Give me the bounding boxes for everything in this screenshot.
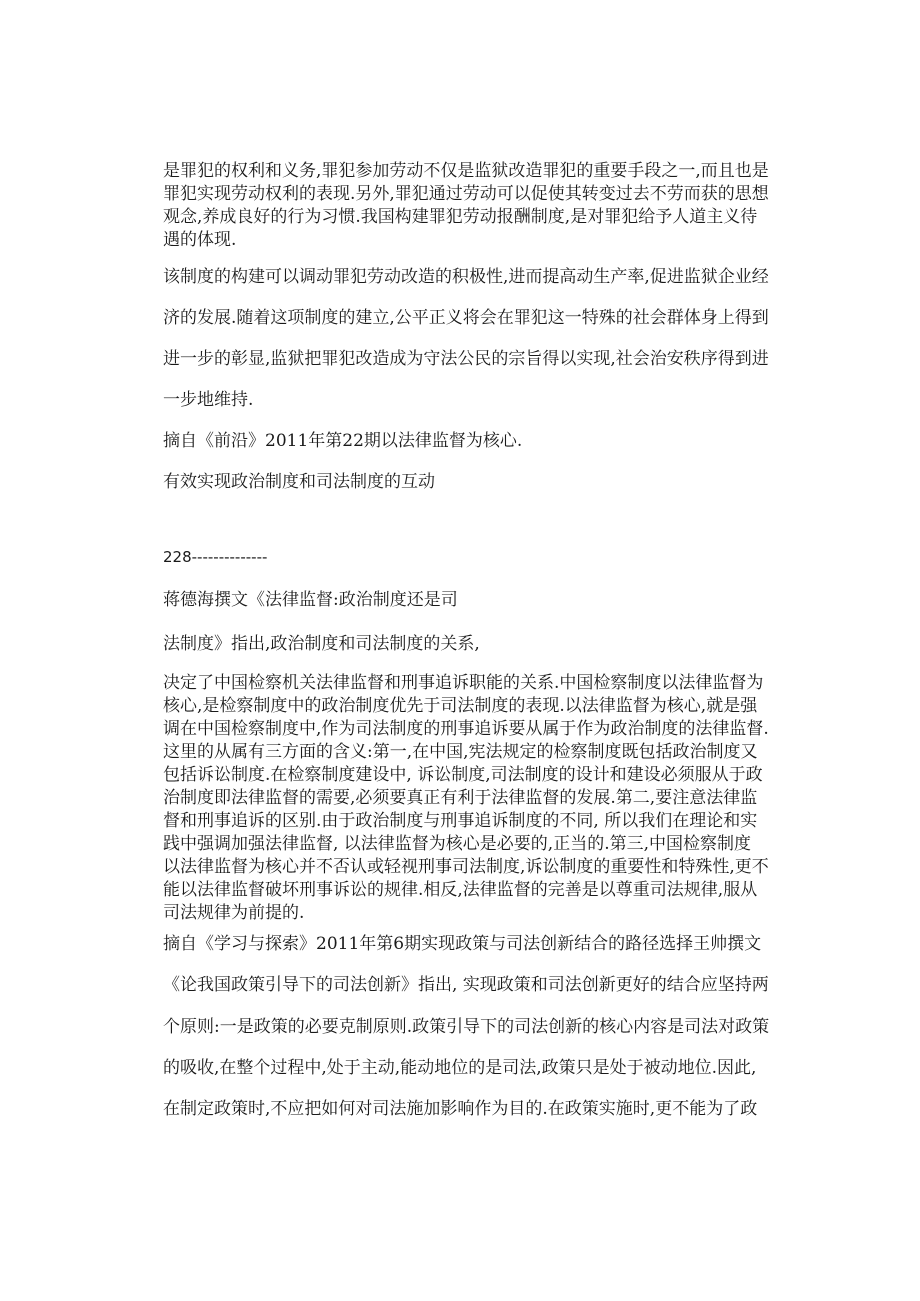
- page-marker: 228--------------: [163, 548, 268, 566]
- text-line: 督和刑事追诉的区别.由于政治制度与刑事追诉制度的不同, 所以我们在理论和实: [163, 811, 758, 831]
- text-line: 治制度即法律监督的需要,必须要真正有利于法律监督的发展.第二,要注意法律监: [163, 788, 758, 808]
- text-line: 是罪犯的权利和义务,罪犯参加劳动不仅是监狱改造罪犯的重要手段之一,而且也是: [163, 161, 769, 181]
- text-line: 调在中国检察制度中,作为司法制度的刑事追诉要从属于作为政治制度的法律监督.: [163, 719, 769, 739]
- text-line: 遇的体现.: [163, 230, 237, 250]
- paragraph-3: [163, 672, 783, 925]
- text-line: 观念,养成良好的行为习惯.我国构建罪犯劳动报酬制度,是对罪犯给予人道主义待: [163, 207, 758, 227]
- text-line: 能以法律监督破坏刑事诉讼的规律.相反,法律监督的完善是以尊重司法规律,服从: [163, 880, 758, 900]
- text-line: 包括诉讼制度.在检察制度建设中, 诉讼制度,司法制度的设计和建设必须服从于政: [163, 765, 763, 785]
- author-line-1: 蒋德海撰文《法律监督:政治制度还是司: [163, 590, 458, 610]
- text-line: 核心,是检察制度中的政治制度优先于司法制度的表现.以法律监督为核心,就是强: [163, 696, 758, 716]
- source-citation-1: 摘自《前沿》2011年第22期以法律监督为核心.: [163, 431, 523, 451]
- source-citation-2: 摘自《学习与探索》2011年第6期实现政策与司法创新结合的路径选择王帅撰文: [163, 934, 762, 954]
- paragraph-4-line-1: 《论我国政策引导下的司法创新》指出, 实现政策和司法创新更好的结合应坚持两: [163, 975, 769, 995]
- paragraph-2-line-1: 该制度的构建可以调动罪犯劳动改造的积极性,进而提高动生产率,促进监狱企业经: [163, 267, 769, 287]
- paragraph-2-line-2: 济的发展.随着这项制度的建立,公平正义将会在罪犯这一特殊的社会群体身上得到: [163, 308, 769, 328]
- text-line: 罪犯实现劳动权利的表现.另外,罪犯通过劳动可以促使其转变过去不劳而获的思想: [163, 184, 769, 204]
- paragraph-2-line-3: 进一步的彰显,监狱把罪犯改造成为守法公民的宗旨得以实现,社会治安秩序得到进: [163, 349, 769, 369]
- author-line-2: 法制度》指出,政治制度和司法制度的关系,: [163, 634, 480, 654]
- paragraph-4-line-3: 的吸收,在整个过程中,处于主动,能动地位的是司法,政策只是处于被动地位.因此,: [163, 1058, 757, 1078]
- text-line: 司法规律为前提的.: [163, 903, 305, 923]
- paragraph-2-line-4: 一步地维持.: [163, 390, 254, 410]
- paragraph-4-line-2: 个原则:一是政策的必要克制原则.政策引导下的司法创新的核心内容是司法对政策: [163, 1017, 770, 1037]
- paragraph-1: [163, 160, 783, 252]
- text-line: 这里的从属有三方面的含义:第一,在中国,宪法规定的检察制度既包括政治制度又: [163, 742, 758, 762]
- section-heading: 有效实现政治制度和司法制度的互动: [163, 472, 435, 492]
- text-line: 以法律监督为核心并不否认或轻视刑事司法制度,诉讼制度的重要性和特殊性,更不: [163, 857, 769, 877]
- paragraph-4-line-4: 在制定政策时,不应把如何对司法施加影响作为目的.在政策实施时,更不能为了政: [163, 1099, 758, 1119]
- text-line: 决定了中国检察机关法律监督和刑事追诉职能的关系.中国检察制度以法律监督为: [163, 673, 764, 693]
- text-line: 践中强调加强法律监督, 以法律监督为核心是必要的,正当的.第三,中国检察制度: [163, 834, 752, 854]
